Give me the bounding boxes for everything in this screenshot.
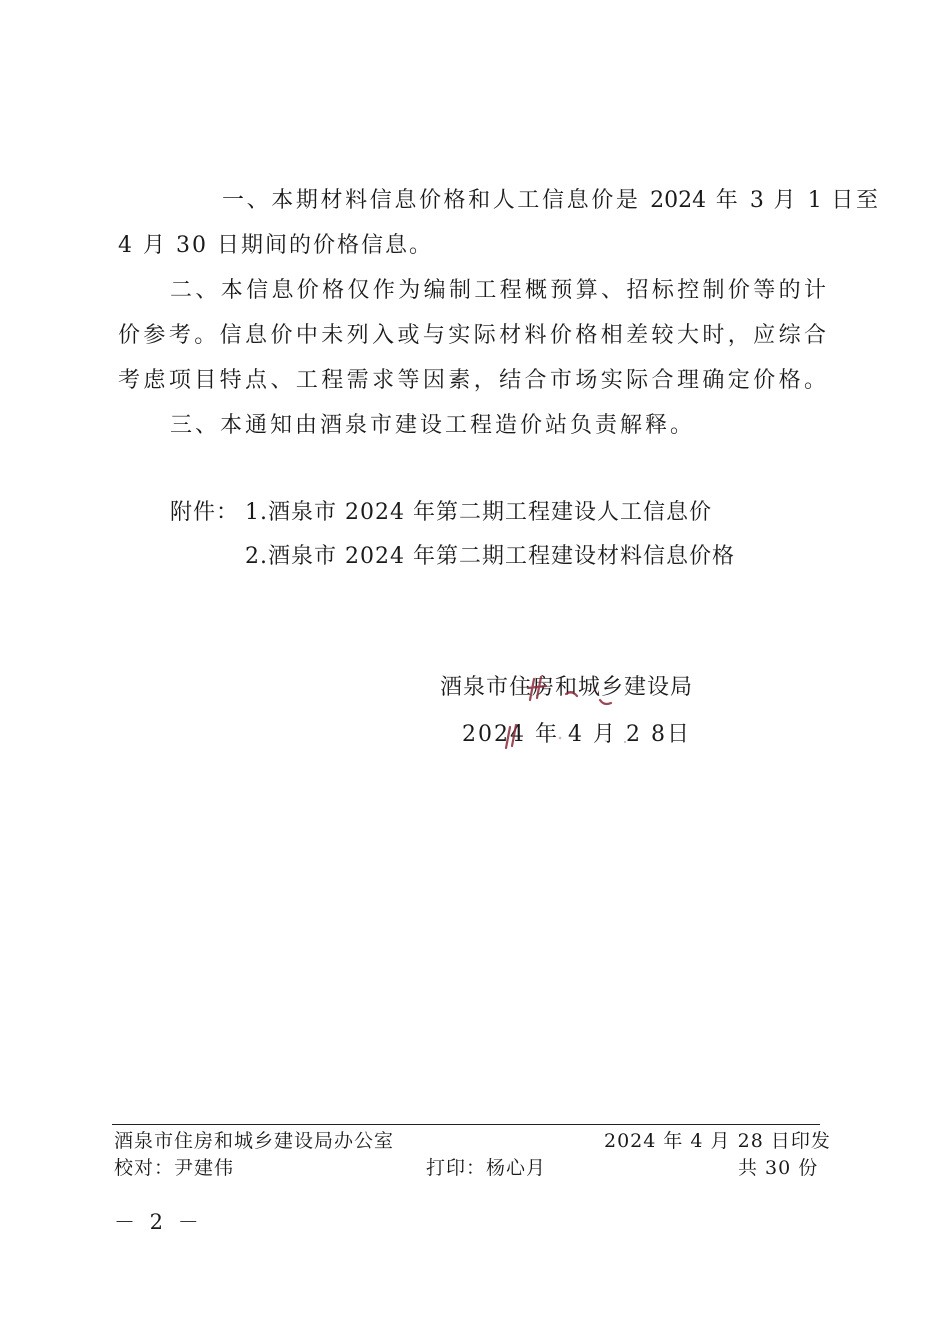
signature-date: 2024 年 4 月 2 8日 bbox=[462, 722, 691, 747]
footer-copies: 共 30 份 bbox=[738, 1157, 819, 1179]
signature-organization: 酒泉市住房和城乡建设局 bbox=[440, 675, 694, 700]
footer-print-date: 2024 年 4 月 28 日印发 bbox=[604, 1130, 831, 1152]
page-number: － 2 － bbox=[114, 1210, 203, 1234]
paragraph-2-line-1: 二、本信息价格仅作为编制工程概预算、招标控制价等的计 bbox=[170, 278, 826, 303]
paragraph-2-line-3: 考虑项目特点、工程需求等因素，结合市场实际合理确定价格。 bbox=[118, 368, 826, 393]
attachment-item-2: 2.酒泉市 2024 年第二期工程建设材料信息价格 bbox=[245, 544, 735, 569]
footer-proofreader: 校对：尹建伟 bbox=[114, 1157, 235, 1179]
footer-issuer: 酒泉市住房和城乡建设局办公室 bbox=[114, 1130, 395, 1152]
attachment-item-1: 1.酒泉市 2024 年第二期工程建设人工信息价 bbox=[245, 500, 712, 525]
paragraph-1-line-2: 4 月 30 日期间的价格信息。 bbox=[118, 233, 433, 258]
paragraph-1-line-1: 一、本期材料信息价格和人工信息价是 2024 年 3 月 1 日至 bbox=[222, 188, 878, 213]
attachments-label: 附件： bbox=[170, 500, 240, 525]
footer-top-rule bbox=[112, 1124, 820, 1125]
paragraph-2-line-2: 价参考。信息价中未列入或与实际材料价格相差较大时，应综合 bbox=[118, 323, 826, 348]
paragraph-3-line-1: 三、本通知由酒泉市建设工程造价站负责解释。 bbox=[170, 413, 696, 438]
footer-typist: 打印：杨心月 bbox=[426, 1157, 547, 1179]
